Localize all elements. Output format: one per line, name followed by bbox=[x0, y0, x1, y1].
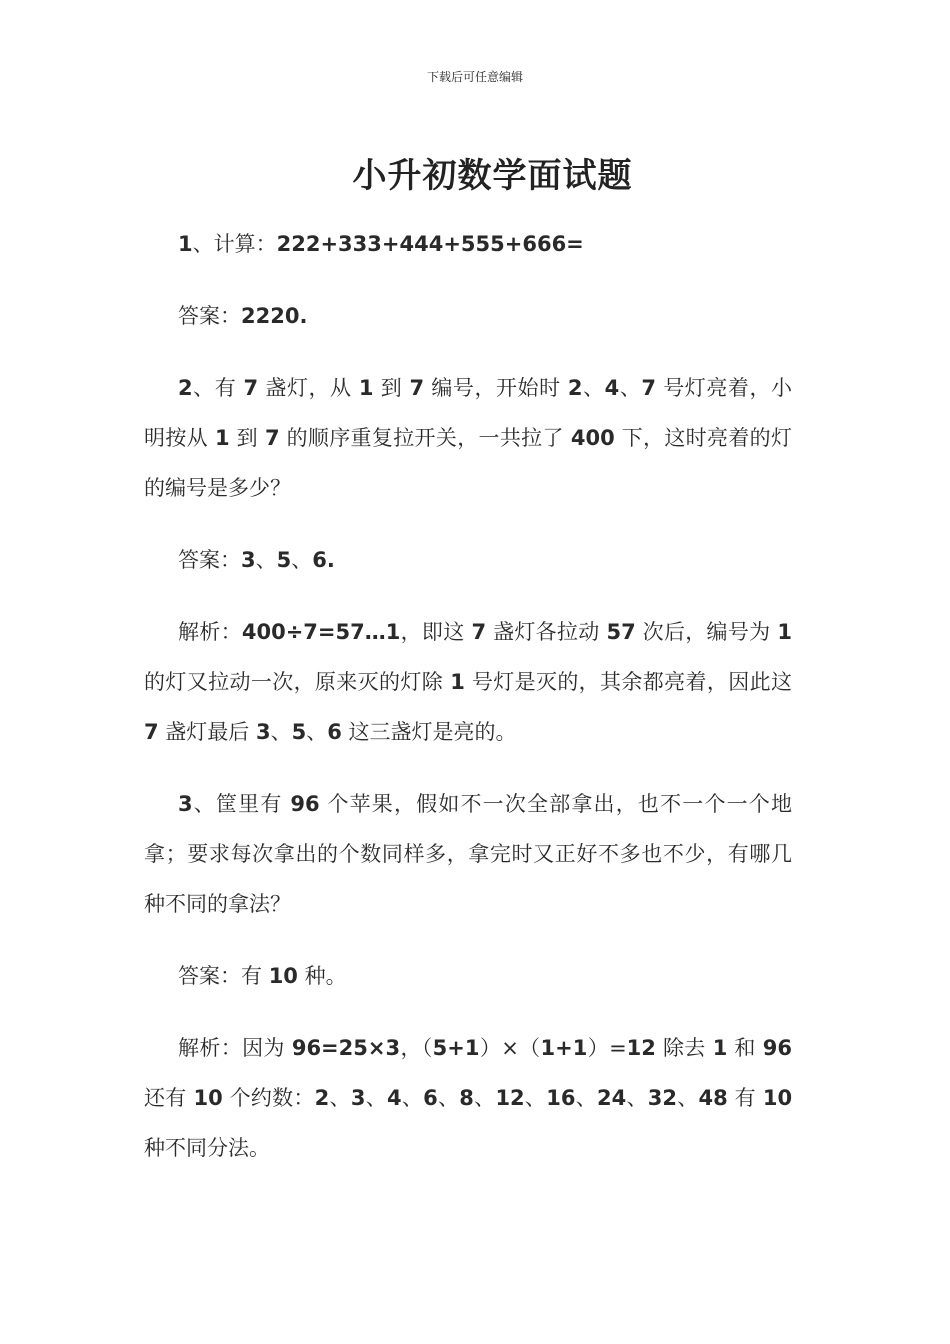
header-note: 下载后可任意编辑 bbox=[426, 70, 523, 84]
question-1: 1、计算：222+333+444+555+666= bbox=[178, 232, 584, 256]
answer-1: 答案：2220. bbox=[178, 304, 308, 328]
explanation-3: 解析：因为 96=25×3，（5+1）×（1+1）=12 除去 1 和 96 还有 10 个约数：2、3、4、6、8、12、16、24、32、48 有 10 种不同分法。 bbox=[144, 1036, 793, 1160]
page-title: 小升初数学面试题 bbox=[352, 156, 633, 196]
question-3: 3、筐里有 96 个苹果，假如不一次全部拿出，也不一个一个地拿；要求每次拿出的个数同样多，拿完时又正好不多也不少，有哪几种不同的拿法？ bbox=[144, 792, 792, 916]
document-body bbox=[144, 219, 792, 1195]
answer-3: 答案：有 10 种。 bbox=[178, 964, 347, 988]
question-2: 2、有 7 盏灯，从 1 到 7 编号，开始时 2、4、7 号灯亮着，小明按从 1 到 7 的顺序重复拉开关，一共拉了 400 下，这时亮着的灯的编号是多少？ bbox=[144, 376, 792, 500]
answer-2: 答案：3、5、6. bbox=[178, 548, 335, 572]
explanation-2: 解析：400÷7=57…1，即这 7 盏灯各拉动 57 次后，编号为 1 的灯又拉动一次，原来灭的灯除 1 号灯是灭的，其余都亮着，因此这 7 盏灯最后 3、5、6 这三盏灯是亮的。 bbox=[144, 620, 792, 744]
